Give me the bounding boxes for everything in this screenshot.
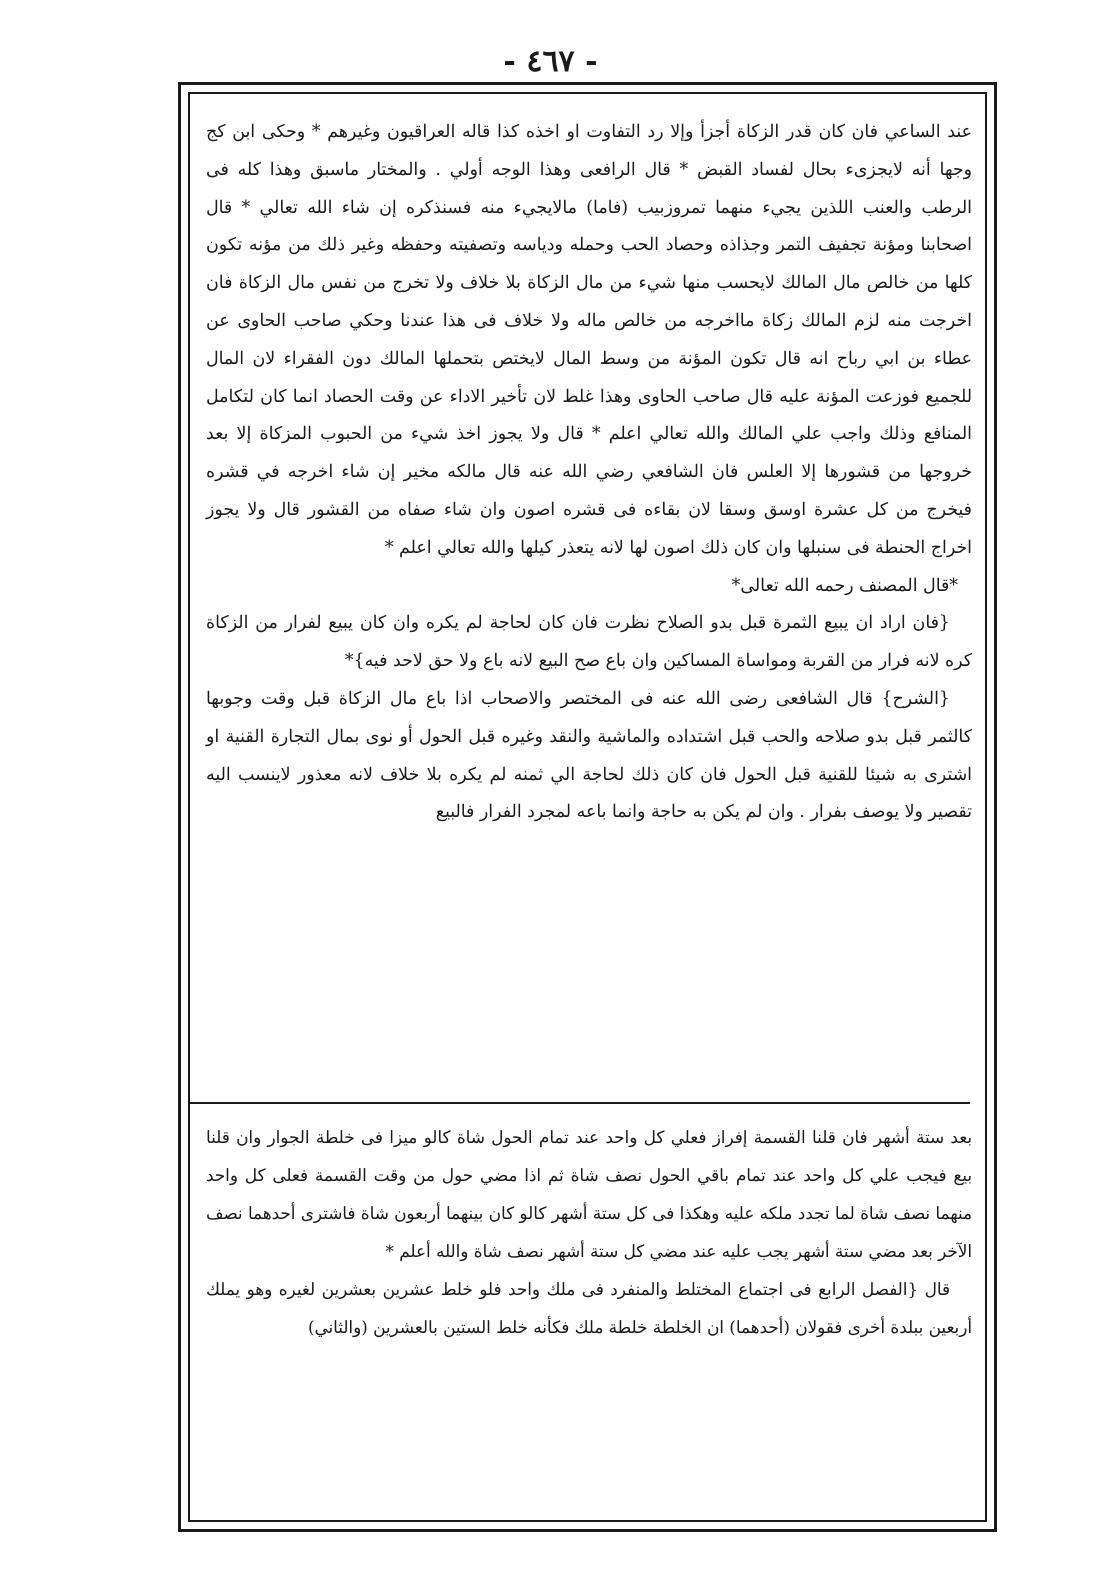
- sharh-paragraph: {الشرح} قال الشافعى رضى الله عنه فى المختصر والاصحاب اذا باع مال الزكاة قبل وقت وجوبها كالثمر قبل بدو صلاحه والحب قبل اشتداده والماشية والنقد وغيره قبل الحول أو نوى بمال التجارة القنية او اشترى به شيئا للقنية قبل الحول فان كان ذلك لحاجة الي ثمنه لم يكره بلا خلاف لانه معذور لاينسب اليه تقصير ولا يوصف بفرار . وان لم يكن به حاجة وانما باعه لمجرد الفرار فالبيع: [206, 688, 972, 823]
- main-text-block: [206, 114, 972, 832]
- main-paragraph: عند الساعي فان كان قدر الزكاة أجزأ وإلا رد التفاوت او اخذه كذا قاله العراقيون وغيرهم * وحكى ابن كج وجها أنه لايجزىء بحال لفساد القبض * قال الرافعى وهذا الوجه أولي . والمختار ماسبق وهذا كله فى الرطب والعنب اللذين يجيء منهما تمروزبيب (فاما) مالايجيء منه فسنذكره إن شاء الله تعالي * قال اصحابنا ومؤنة تجفيف التمر وجذاذه وحصاد الحب وحمله ودياسه وتصفيته وحفظه وغير ذلك من مؤنه تكون كلها من خالص مال المالك لايحسب منها شيء من مال الزكاة بلا خلاف ولا تخرج من نفس مال الزكاة فان اخرجت منه لزم المالك زكاة مااخرجه من خالص ماله ولا خلاف فى هذا عندنا وحكي صاحب الحاوى عن عطاء بن ابي رباح انه قال تكون المؤنة من وسط المال لايختص بتحملها المالك دون الفقراء لان المال للجميع فوزعت المؤنة عليه قال صاحب الحاوى وهذا غلط لان تأخير الاداء عن وقت الحصاد انما كان لتكامل المنافع وذلك واجب علي المالك والله تعالي اعلم * قال ولا يجوز اخذ شيء من الحبوب المزكاة إلا بعد خروجها من قشورها إلا العلس فان الشافعي رضي الله عنه قال مالكه مخير إن شاء اخرجه في قشره فيخرج من كل عشرة اوسق وسقا لان بقاءه فى قشره اصون وان شاء صفاه من القشور قال ولا يجوز اخراج الحنطة فى سنبلها وان كان ذلك اصون لها لانه يتعذر كيلها والله تعالي اعلم *: [206, 122, 972, 558]
- footnote-divider: [190, 1102, 970, 1104]
- page-number: - ٤٦٧ -: [503, 44, 598, 79]
- matn-paragraph: {فان اراد ان يبيع الثمرة قبل بدو الصلاح نظرت فان كان لحاجة لم يكره وان كان يبيع لفرار من الزكاة كره لانه فرار من القربة ومواساة المساكين وان باع صح البيع لانه باع ولا حق لاحد فيه}*: [206, 613, 972, 672]
- footnote-paragraph: بعد ستة أشهر فان قلنا القسمة إفراز فعلي كل واحد عند تمام الحول شاة كالو ميزا فى خلطة الجوار وان قلنا بيع فيجب علي كل واحد عند تمام باقي الحول نصف شاة ثم اذا مضي حول من وقت القسمة فعلى كل واحد منهما نصف شاة لما تجدد ملكه عليه وهكذا فى كل ستة أشهر كالو كان بينهما أربعون شاة فاشترى أحدهما نصف الآخر بعد مضي ستة أشهر يجب عليه عند مضي كل ستة أشهر نصف شاة والله أعلم *: [206, 1127, 972, 1261]
- footnotes-block: [206, 1118, 972, 1346]
- author-heading: *قال المصنف رحمه الله تعالى*: [731, 575, 958, 596]
- footnote-paragraph: قال {الفصل الرابع فى اجتماع المختلط والمنفرد فى ملك واحد فلو خلط عشرين بعشرين لغيره وهو يملك أربعين ببلدة أخرى فقولان (أحدهما) ان الخلطة خلطة ملك فكأنه خلط الستين بالعشرين (والثاني): [206, 1279, 972, 1337]
